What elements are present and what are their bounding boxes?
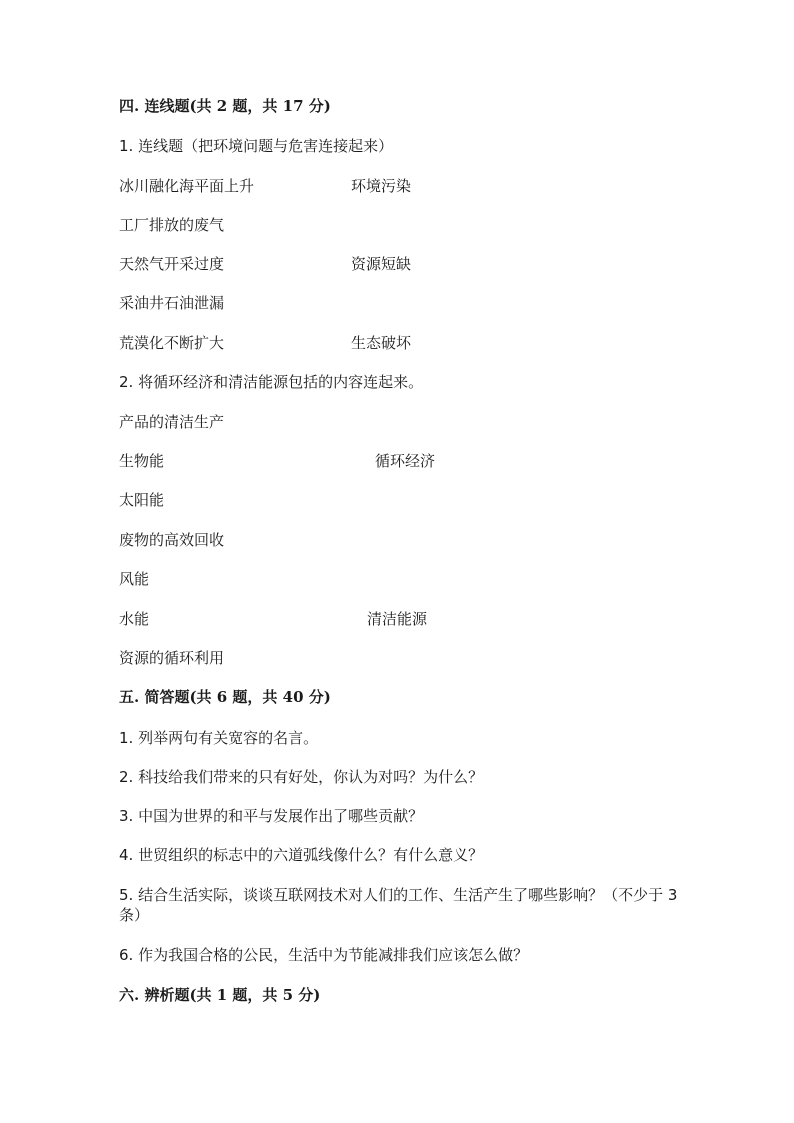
q1-left-item: 荒漠化不断扩大	[119, 334, 225, 352]
short-answer-question: 6. 作为我国合格的公民，生活中为节能减排我们应该怎么做？	[119, 946, 529, 964]
q2-right-item: 清洁能源	[367, 610, 428, 628]
q1-left-item: 天然气开采过度	[119, 255, 225, 273]
question-1-prompt: 1. 连线题（把环境问题与危害连接起来）	[119, 137, 394, 155]
short-answer-question: 2. 科技给我们带来的只有好处，你认为对吗？为什么？	[119, 768, 484, 786]
q1-right-item: 环境污染	[351, 177, 412, 195]
q1-left-item: 工厂排放的废气	[119, 216, 225, 234]
short-answer-question: 5. 结合生活实际，谈谈互联网技术对人们的工作、生活产生了哪些影响？（不少于 3 条）	[119, 886, 678, 924]
section-heading-short-answer: 五. 简答题(共 6 题，共 40 分)	[119, 688, 331, 706]
q2-left-item: 太阳能	[119, 491, 165, 509]
question-2-prompt: 2. 将循环经济和清洁能源包括的内容连起来。	[119, 373, 424, 391]
q2-left-item: 风能	[119, 570, 150, 588]
q2-left-item: 生物能	[119, 452, 165, 470]
q2-left-item: 水能	[119, 610, 150, 628]
q2-left-item: 废物的高效回收	[119, 531, 225, 549]
section-heading-matching: 四. 连线题(共 2 题，共 17 分)	[119, 97, 331, 115]
q2-right-item: 循环经济	[375, 452, 436, 470]
short-answer-question: 1. 列举两句有关宽容的名言。	[119, 729, 319, 747]
short-answer-question: 3. 中国为世界的和平与发展作出了哪些贡献？	[119, 807, 424, 825]
q2-left-item: 资源的循环利用	[119, 649, 225, 667]
q1-right-item: 生态破坏	[351, 334, 412, 352]
q1-right-item: 资源短缺	[351, 255, 412, 273]
section-heading-analysis: 六. 辨析题(共 1 题，共 5 分)	[119, 986, 321, 1004]
q1-left-item: 冰川融化海平面上升	[119, 177, 255, 195]
q1-left-item: 采油井石油泄漏	[119, 294, 225, 312]
q2-left-item: 产品的清洁生产	[119, 413, 225, 431]
short-answer-question: 4. 世贸组织的标志中的六道弧线像什么？有什么意义？	[119, 846, 484, 864]
